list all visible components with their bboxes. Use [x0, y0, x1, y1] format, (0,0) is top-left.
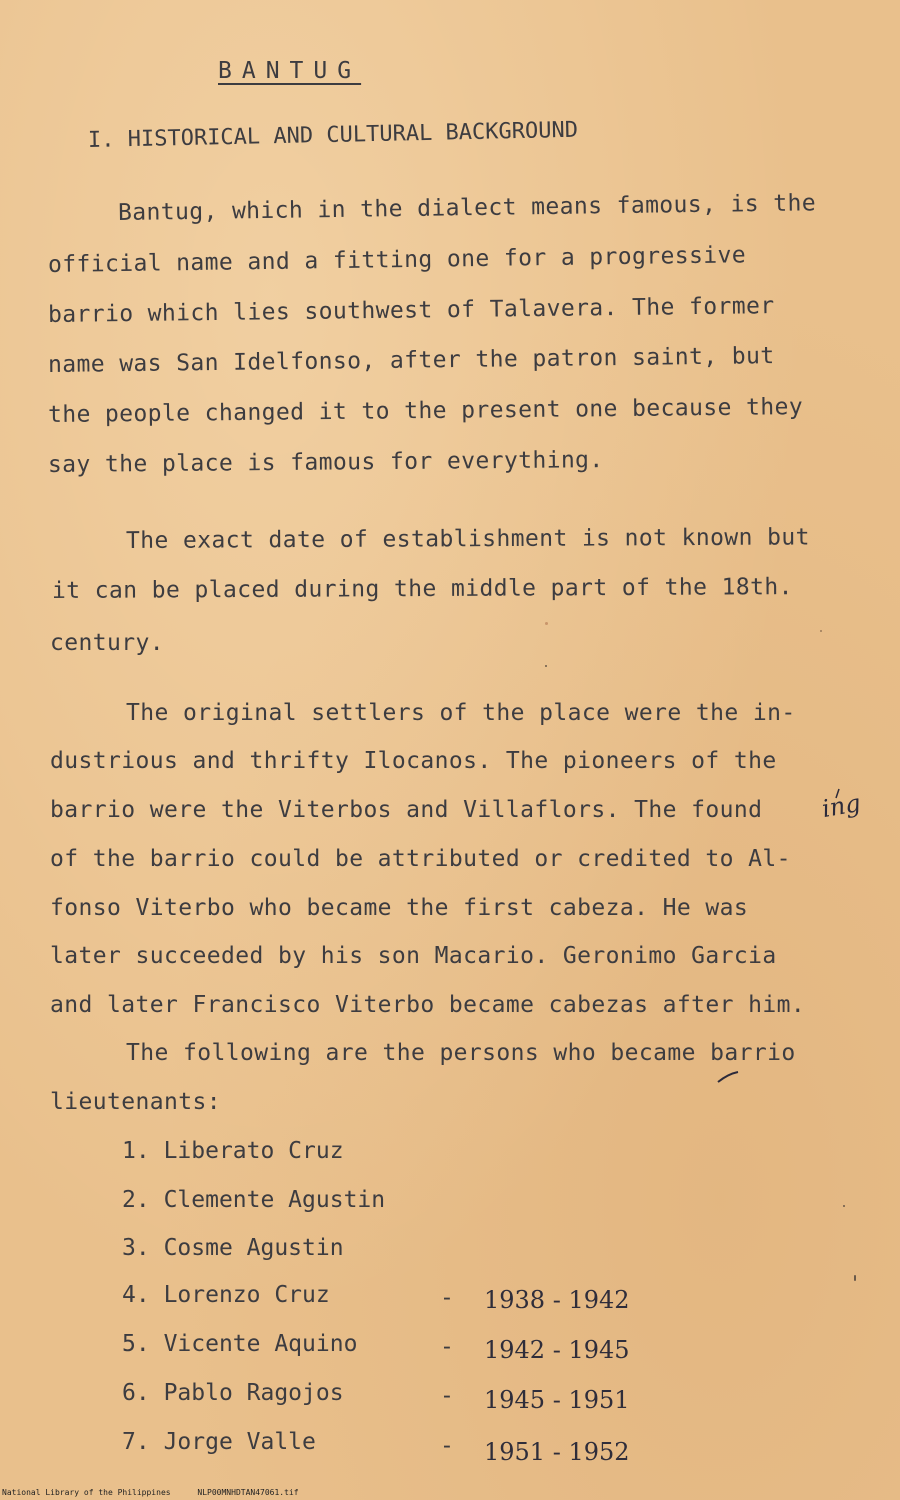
paragraph-line: The following are the persons who became barrio [126, 1040, 796, 1066]
list-item [122, 1429, 316, 1455]
item-dash: - [440, 1285, 454, 1311]
paragraph-line: The exact date of establishment is not known but [125, 524, 810, 554]
paper-speck [545, 622, 548, 625]
library-name: National Library of the Philippines [2, 1488, 171, 1497]
paragraph-line: lieutenants: [50, 1089, 221, 1115]
paragraph-line: fonso Viterbo who became the first cabeza. He was [50, 895, 749, 921]
paragraph-line: and later Francisco Viterbo became cabezas after him. [50, 992, 806, 1018]
item-name: Liberato Cruz [163, 1138, 344, 1164]
paragraph-line: official name and a fitting one for a progressive [47, 242, 747, 278]
item-name: Clemente Agustin [163, 1187, 386, 1213]
list-item [122, 1138, 344, 1164]
file-name: NLP00MNHDTAN47061.tif [197, 1488, 299, 1497]
item-number: 5. [122, 1331, 150, 1357]
item-number: 7. [122, 1429, 150, 1455]
handwritten-insert: ing [819, 788, 863, 824]
item-dash: - [440, 1433, 454, 1459]
item-dash: - [440, 1334, 454, 1360]
item-years: 1938 - 1942 [484, 1286, 630, 1314]
handwritten-tick-mark [716, 1068, 746, 1088]
list-item [122, 1187, 385, 1213]
item-name: Vicente Aquino [163, 1331, 358, 1357]
list-item [122, 1380, 344, 1406]
section-heading: I. HISTORICAL AND CULTURAL BACKGROUND [87, 117, 579, 153]
paragraph-line: The original settlers of the place were the in- [126, 700, 796, 726]
item-name: Pablo Ragojos [163, 1380, 344, 1406]
paragraph-line: say the place is famous for everything. [47, 447, 604, 478]
paragraph-line: name was San Idelfonso, after the patron saint, but [47, 343, 775, 378]
paragraph-line: the people changed it to the present one because they [47, 394, 804, 428]
item-name: Jorge Valle [163, 1429, 316, 1455]
document-title: BANTUG [218, 58, 362, 84]
paper-speck [854, 1275, 856, 1281]
paragraph-line: of the barrio could be attributed or credited to Al- [50, 846, 791, 872]
handwritten-caret-mark [833, 786, 847, 800]
item-name: Cosme Agustin [163, 1235, 344, 1261]
list-item [122, 1235, 344, 1261]
item-years: 1945 - 1951 [484, 1386, 630, 1414]
item-name: Lorenzo Cruz [163, 1282, 330, 1308]
paragraph-line: century. [50, 630, 164, 656]
list-item [122, 1331, 357, 1357]
paragraph-line: barrio were the Viterbos and Villaflors. The found [50, 797, 763, 823]
item-number: 6. [122, 1380, 150, 1406]
paragraph-line: Bantug, which in the dialect means famous, is the [117, 190, 817, 226]
paragraph-line: later succeeded by his son Macario. Geronimo Garcia [50, 943, 777, 969]
item-number: 3. [122, 1235, 150, 1261]
paragraph-line: barrio which lies southwest of Talavera. The former [47, 293, 775, 328]
item-number: 4. [122, 1282, 150, 1308]
scan-footer [2, 1488, 321, 1497]
paper-speck [545, 665, 547, 667]
item-number: 1. [122, 1138, 150, 1164]
paper-speck [843, 1205, 845, 1207]
item-dash: - [440, 1383, 454, 1409]
item-years: 1951 - 1952 [484, 1438, 630, 1466]
item-number: 2. [122, 1187, 150, 1213]
paragraph-line: dustrious and thrifty Ilocanos. The pioneers of the [50, 748, 777, 774]
item-years: 1942 - 1945 [484, 1336, 630, 1364]
list-item [122, 1282, 330, 1308]
paper-speck [820, 630, 822, 632]
paragraph-line: it can be placed during the middle part of the 18th. [51, 574, 793, 604]
